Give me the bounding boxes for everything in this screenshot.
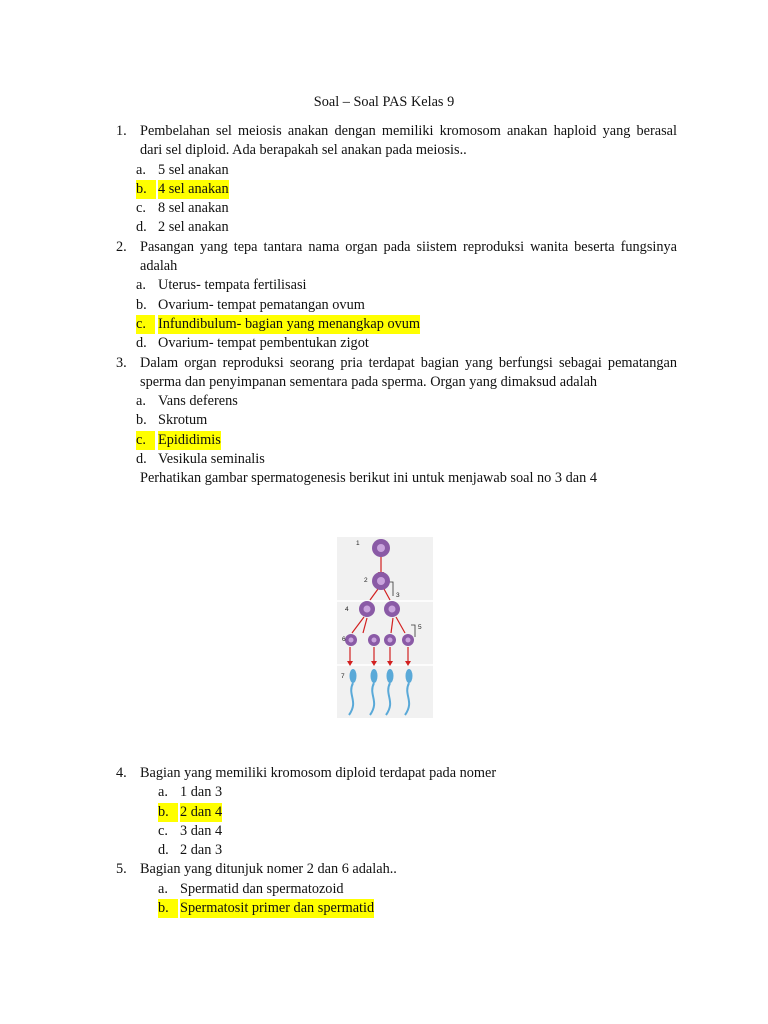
option-item	[158, 822, 677, 841]
option-item	[136, 296, 677, 315]
option-letter: b.	[136, 296, 147, 313]
option-text: 4 sel anakan	[158, 180, 229, 199]
questions-section-2	[116, 764, 677, 918]
option-letter: c.	[136, 315, 155, 334]
option-text: Vesikula seminalis	[158, 451, 265, 468]
option-item-answer	[136, 180, 677, 199]
option-letter: d.	[136, 335, 147, 352]
option-text: 1 dan 3	[180, 784, 223, 801]
option-letter: a.	[136, 277, 146, 294]
option-letter: b.	[158, 803, 178, 822]
option-text: 2 dan 3	[180, 842, 223, 859]
question-text: Pasangan yang tepa tantara nama organ pada siistem reproduksi wanita beserta fungsinya adalah	[140, 238, 677, 275]
option-item	[136, 334, 677, 353]
question-text: Dalam organ reproduksi seorang pria terdapat bagian yang berfungsi sebagai pematangan sperma dan penyimpanan sementara pada sperma. Organ yang dimaksud adalah	[140, 354, 677, 390]
spermatogenesis-diagram	[337, 537, 433, 718]
option-letter: c.	[136, 431, 155, 450]
question-text: Pembelahan sel meiosis anakan dengan memiliki kromosom anakan haploid yang berasal dari sel diploid. Ada berapakah sel anakan pada meiosis..	[140, 123, 677, 159]
figure-label-6: 6	[342, 636, 346, 643]
option-letter: b.	[136, 412, 147, 429]
option-letter: c.	[136, 200, 146, 217]
option-list	[116, 880, 677, 919]
option-letter: c.	[158, 822, 168, 839]
question-number: 2.	[116, 238, 127, 255]
option-list	[116, 161, 677, 238]
option-text: Infundibulum- bagian yang menangkap ovum	[158, 315, 420, 334]
figure-label-4: 4	[345, 606, 349, 613]
option-text: 8 sel anakan	[158, 200, 229, 217]
figure-label-2: 2	[364, 577, 368, 584]
option-item	[136, 276, 677, 295]
option-letter: a.	[136, 161, 146, 178]
option-item	[158, 841, 677, 860]
option-text: Epididimis	[158, 431, 221, 450]
question-number: 5.	[116, 861, 127, 878]
option-text: Vans deferens	[158, 393, 238, 410]
option-item-answer	[158, 899, 677, 918]
option-letter: b.	[136, 180, 156, 199]
cell-primary-spermatocyte	[372, 572, 390, 590]
option-letter: d.	[136, 451, 147, 468]
question-5	[116, 860, 677, 879]
option-text: Spermatosit primer dan spermatid	[180, 899, 374, 918]
question-number: 4.	[116, 765, 127, 781]
option-item	[136, 411, 677, 430]
option-text: Uterus- tempata fertilisasi	[158, 277, 307, 294]
option-letter: b.	[158, 899, 178, 918]
option-text: 2 sel anakan	[158, 219, 229, 236]
question-2	[116, 238, 677, 277]
option-text: Ovarium- tempat pematangan ovum	[158, 296, 365, 313]
option-item	[136, 199, 677, 218]
questions-section-1	[116, 122, 677, 489]
option-item	[136, 218, 677, 237]
figure-label-7: 7	[341, 673, 345, 680]
question-3	[116, 354, 677, 393]
question-text: Bagian yang ditunjuk nomer 2 dan 6 adalah..	[140, 861, 397, 878]
cell-spermatogonium	[372, 539, 390, 557]
option-item-answer	[136, 431, 677, 450]
question-number: 3.	[116, 354, 127, 371]
option-letter: d.	[158, 842, 169, 859]
option-item	[158, 880, 677, 899]
question-text: Bagian yang memiliki kromosom diploid terdapat pada nomer	[140, 765, 497, 781]
option-list	[116, 276, 677, 353]
option-letter: d.	[136, 219, 147, 236]
option-item	[136, 450, 677, 469]
option-list	[116, 392, 677, 469]
figure-instruction: Perhatikan gambar spermatogenesis berikut ini untuk menjawab soal no 3 dan 4	[140, 470, 597, 487]
option-text: Ovarium- tempat pembentukan zigot	[158, 335, 369, 352]
figure-label-1: 1	[356, 540, 360, 547]
option-text: Skrotum	[158, 412, 208, 429]
figure-label-5: 5	[418, 624, 422, 631]
option-list	[116, 783, 677, 860]
option-letter: a.	[158, 784, 168, 801]
option-item-answer	[136, 315, 677, 334]
option-item	[136, 161, 677, 180]
option-text: 3 dan 4	[180, 822, 223, 839]
option-text: 2 dan 4	[180, 803, 222, 822]
option-item	[136, 392, 677, 411]
option-letter: a.	[158, 880, 168, 897]
option-letter: a.	[136, 393, 146, 410]
question-4	[116, 764, 677, 783]
question-1	[116, 122, 677, 161]
spermatogenesis-figure	[337, 537, 433, 718]
page-title: Soal – Soal PAS Kelas 9	[313, 94, 455, 110]
question-number: 1.	[116, 123, 127, 139]
option-text: 5 sel anakan	[158, 161, 229, 178]
option-item-answer	[158, 803, 677, 822]
option-text: Spermatid dan spermatozoid	[180, 880, 344, 897]
option-item	[158, 783, 677, 802]
figure-label-3: 3	[396, 592, 400, 599]
